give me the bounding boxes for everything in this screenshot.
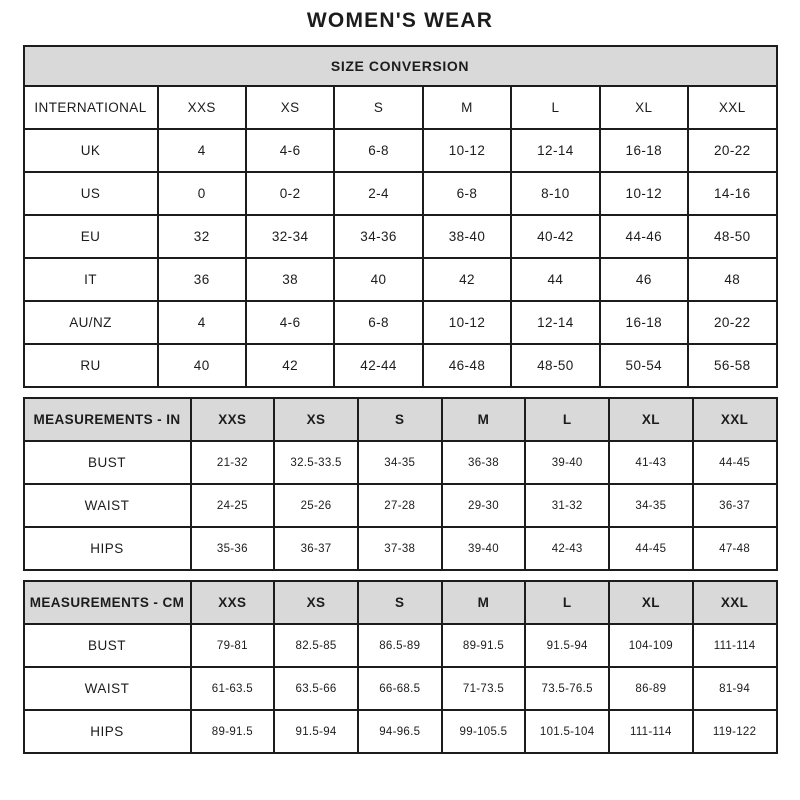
value-cell: 39-40: [442, 527, 526, 570]
value-cell: 35-36: [191, 527, 275, 570]
value-cell: 25-26: [274, 484, 358, 527]
value-cell: 44-45: [693, 441, 777, 484]
table-row: [24, 441, 777, 484]
column-header-cell: INTERNATIONAL: [24, 86, 158, 129]
value-cell: 40: [158, 344, 246, 387]
column-header-cell: L: [511, 86, 599, 129]
row-label-cell: BUST: [24, 441, 191, 484]
value-cell: 36: [158, 258, 246, 301]
value-cell: 91.5-94: [274, 710, 358, 753]
column-header-cell: S: [334, 86, 422, 129]
value-cell: 41-43: [609, 441, 693, 484]
column-header-cell: M: [423, 86, 511, 129]
table-row: [24, 710, 777, 753]
column-header-cell: XXL: [688, 86, 776, 129]
value-cell: 16-18: [600, 301, 688, 344]
row-label-cell: HIPS: [24, 527, 191, 570]
size-conversion-table: [23, 45, 778, 388]
column-header-cell: XL: [609, 581, 693, 624]
table-row: [24, 624, 777, 667]
column-header-cell: XXS: [191, 581, 275, 624]
column-header-cell: XXL: [693, 581, 777, 624]
value-cell: 40-42: [511, 215, 599, 258]
value-cell: 73.5-76.5: [525, 667, 609, 710]
column-header-cell: XXL: [693, 398, 777, 441]
column-header-cell: MEASUREMENTS - IN: [24, 398, 191, 441]
column-header-cell: XS: [246, 86, 334, 129]
value-cell: 89-91.5: [191, 710, 275, 753]
table-row: [24, 344, 777, 387]
table-banner: SIZE CONVERSION: [24, 46, 777, 86]
row-label-cell: WAIST: [24, 667, 191, 710]
value-cell: 44-45: [609, 527, 693, 570]
value-cell: 66-68.5: [358, 667, 442, 710]
value-cell: 21-32: [191, 441, 275, 484]
table-row: [24, 172, 777, 215]
column-header-cell: XL: [609, 398, 693, 441]
value-cell: 10-12: [600, 172, 688, 215]
value-cell: 50-54: [600, 344, 688, 387]
value-cell: 104-109: [609, 624, 693, 667]
row-label-cell: UK: [24, 129, 158, 172]
value-cell: 44: [511, 258, 599, 301]
table-row: [24, 129, 777, 172]
value-cell: 111-114: [693, 624, 777, 667]
value-cell: 4: [158, 129, 246, 172]
column-header-cell: XS: [274, 581, 358, 624]
value-cell: 61-63.5: [191, 667, 275, 710]
table-row: [24, 667, 777, 710]
value-cell: 40: [334, 258, 422, 301]
value-cell: 46-48: [423, 344, 511, 387]
measurements-in-table: [23, 397, 778, 571]
value-cell: 16-18: [600, 129, 688, 172]
column-header-cell: L: [525, 398, 609, 441]
value-cell: 86.5-89: [358, 624, 442, 667]
value-cell: 42-43: [525, 527, 609, 570]
value-cell: 29-30: [442, 484, 526, 527]
value-cell: 44-46: [600, 215, 688, 258]
value-cell: 101.5-104: [525, 710, 609, 753]
value-cell: 56-58: [688, 344, 776, 387]
value-cell: 63.5-66: [274, 667, 358, 710]
value-cell: 24-25: [191, 484, 275, 527]
value-cell: 0-2: [246, 172, 334, 215]
value-cell: 119-122: [693, 710, 777, 753]
value-cell: 48-50: [688, 215, 776, 258]
value-cell: 6-8: [334, 129, 422, 172]
value-cell: 48-50: [511, 344, 599, 387]
column-header-cell: S: [358, 581, 442, 624]
value-cell: 12-14: [511, 301, 599, 344]
row-label-cell: HIPS: [24, 710, 191, 753]
table-row: [24, 215, 777, 258]
value-cell: 82.5-85: [274, 624, 358, 667]
column-header-cell: XS: [274, 398, 358, 441]
value-cell: 36-37: [274, 527, 358, 570]
value-cell: 32-34: [246, 215, 334, 258]
value-cell: 38: [246, 258, 334, 301]
value-cell: 0: [158, 172, 246, 215]
value-cell: 34-35: [609, 484, 693, 527]
value-cell: 6-8: [334, 301, 422, 344]
value-cell: 94-96.5: [358, 710, 442, 753]
value-cell: 20-22: [688, 129, 776, 172]
value-cell: 4-6: [246, 301, 334, 344]
value-cell: 86-89: [609, 667, 693, 710]
value-cell: 34-36: [334, 215, 422, 258]
value-cell: 34-35: [358, 441, 442, 484]
value-cell: 42: [423, 258, 511, 301]
value-cell: 48: [688, 258, 776, 301]
column-header-cell: XL: [600, 86, 688, 129]
row-label-cell: WAIST: [24, 484, 191, 527]
value-cell: 10-12: [423, 301, 511, 344]
column-header-cell: L: [525, 581, 609, 624]
table-row: [24, 484, 777, 527]
value-cell: 4: [158, 301, 246, 344]
value-cell: 31-32: [525, 484, 609, 527]
value-cell: 38-40: [423, 215, 511, 258]
column-header-cell: XXS: [158, 86, 246, 129]
value-cell: 71-73.5: [442, 667, 526, 710]
value-cell: 32: [158, 215, 246, 258]
value-cell: 99-105.5: [442, 710, 526, 753]
measurements-cm-table: [23, 580, 778, 754]
value-cell: 81-94: [693, 667, 777, 710]
value-cell: 27-28: [358, 484, 442, 527]
value-cell: 2-4: [334, 172, 422, 215]
value-cell: 6-8: [423, 172, 511, 215]
value-cell: 42-44: [334, 344, 422, 387]
value-cell: 20-22: [688, 301, 776, 344]
column-header-cell: M: [442, 398, 526, 441]
value-cell: 14-16: [688, 172, 776, 215]
value-cell: 4-6: [246, 129, 334, 172]
table-row: [24, 527, 777, 570]
value-cell: 32.5-33.5: [274, 441, 358, 484]
table-row: [24, 258, 777, 301]
row-label-cell: AU/NZ: [24, 301, 158, 344]
value-cell: 37-38: [358, 527, 442, 570]
column-header-cell: XXS: [191, 398, 275, 441]
row-label-cell: RU: [24, 344, 158, 387]
value-cell: 79-81: [191, 624, 275, 667]
row-label-cell: EU: [24, 215, 158, 258]
column-header-cell: M: [442, 581, 526, 624]
row-label-cell: IT: [24, 258, 158, 301]
column-header-cell: S: [358, 398, 442, 441]
table-row: [24, 301, 777, 344]
value-cell: 91.5-94: [525, 624, 609, 667]
value-cell: 39-40: [525, 441, 609, 484]
row-label-cell: US: [24, 172, 158, 215]
value-cell: 8-10: [511, 172, 599, 215]
page-title: WOMEN'S WEAR: [306, 9, 494, 32]
value-cell: 10-12: [423, 129, 511, 172]
column-header-cell: MEASUREMENTS - CM: [24, 581, 191, 624]
value-cell: 36-37: [693, 484, 777, 527]
value-cell: 89-91.5: [442, 624, 526, 667]
row-label-cell: BUST: [24, 624, 191, 667]
value-cell: 36-38: [442, 441, 526, 484]
value-cell: 42: [246, 344, 334, 387]
tables-container: [23, 45, 778, 754]
value-cell: 12-14: [511, 129, 599, 172]
value-cell: 46: [600, 258, 688, 301]
value-cell: 111-114: [609, 710, 693, 753]
value-cell: 47-48: [693, 527, 777, 570]
